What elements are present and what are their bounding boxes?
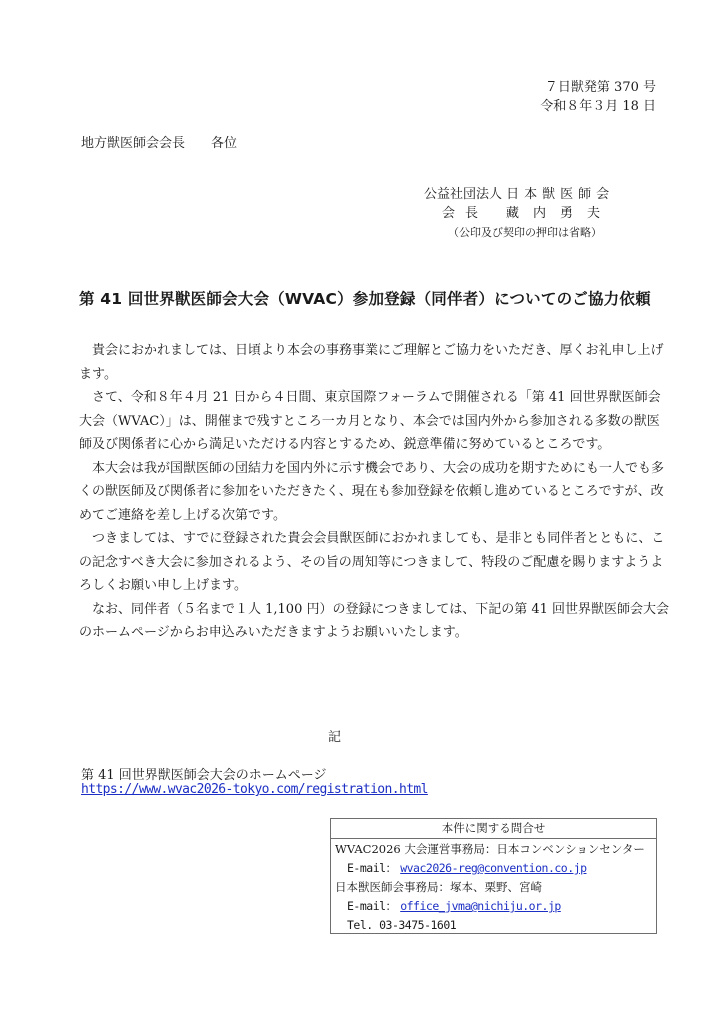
document-date: 令和８年３月 18 日	[540, 99, 656, 114]
org-type: 公益社団法人	[424, 187, 503, 202]
contact-header: 本件に関する問合せ	[331, 819, 656, 839]
email-label: E-mail：	[347, 861, 397, 875]
document-title: 第 41 回世界獣医師会大会（WVAC）参加登録（同伴者）についてのご協力依頼	[79, 290, 651, 308]
contact-box	[330, 818, 657, 934]
document-number: ７日獣発第 370 号	[544, 80, 656, 95]
email-link-1[interactable]: wvac2026-reg@convention.co.jp	[400, 861, 587, 875]
email-label: E-mail：	[347, 899, 397, 913]
homepage-label: 第 41 回世界獣医師会大会のホームページ	[81, 768, 327, 783]
contact-office-1: WVAC2026 大会運営事務局：日本コンベンションセンター	[335, 842, 645, 856]
contact-tel: Tel. 03-3475-1601	[347, 918, 457, 932]
paragraph: なお、同伴者（５名まで１人 1,100 円）の登録につきましては、下記の第 41 回世界獣医師会大会のホームページからお申込みいただきますようお願いいたします。	[79, 601, 670, 640]
document-body	[79, 339, 671, 645]
contact-office-2: 日本獣医師会事務局：塚本、栗野、宮崎	[335, 880, 542, 894]
honorific: 各位	[211, 136, 238, 151]
sender-organization	[424, 185, 614, 204]
addressee	[81, 132, 237, 151]
contact-email-row-2	[335, 897, 656, 916]
email-link-2[interactable]: office_jvma@nichiju.or.jp	[400, 899, 561, 913]
sender-block	[424, 185, 614, 242]
paragraph: 本大会は我が国獣医師の団結力を国内外に示す機会であり、大会の成功を期すためにも一人でも多くの獣医師及び関係者に参加をいただきたく、現在も参加登録を依頼し進めているところですが、改めてご連絡を差し上げる次第です。	[79, 460, 665, 523]
homepage-link[interactable]: https://www.wvac2026-tokyo.com/registration.html	[81, 782, 428, 797]
paragraph: 貴会におかれましては、日頃より本会の事務事業にご理解とご協力をいただき、厚くお礼申し上げます。	[79, 343, 664, 382]
paragraph: さて、令和８年４月 21 日から４日間、東京国際フォーラムで開催される「第 41 回世界獣医師会大会（WVAC）」は、開催まで残すところ一カ月となり、本会では国内外から参加される多数の獣医師及び関係者に心から満足いただける内容とするため、鋭意準備に努めているところです。	[79, 390, 661, 452]
ki-heading: 記	[328, 730, 342, 745]
document-header	[540, 78, 656, 116]
recipient: 地方獣医師会会長	[81, 136, 186, 151]
sender-role: 会長	[442, 206, 489, 221]
paragraph: つきましては、すでに登録された貴会会員獣医師におかれましても、是非とも同伴者とともに、この記念すべき大会に参加されるよう、その旨の周知等につきまして、特段のご配慮を賜りますようよろしくお願い申し上げます。	[79, 531, 665, 593]
sender-name: 藏内勇夫	[506, 206, 615, 221]
seal-note: （公印及び契印の押印は省略）	[448, 226, 602, 239]
contact-email-row-1	[335, 859, 656, 878]
sender-president	[424, 204, 614, 223]
org-name: 日本獣医師会	[506, 187, 615, 202]
